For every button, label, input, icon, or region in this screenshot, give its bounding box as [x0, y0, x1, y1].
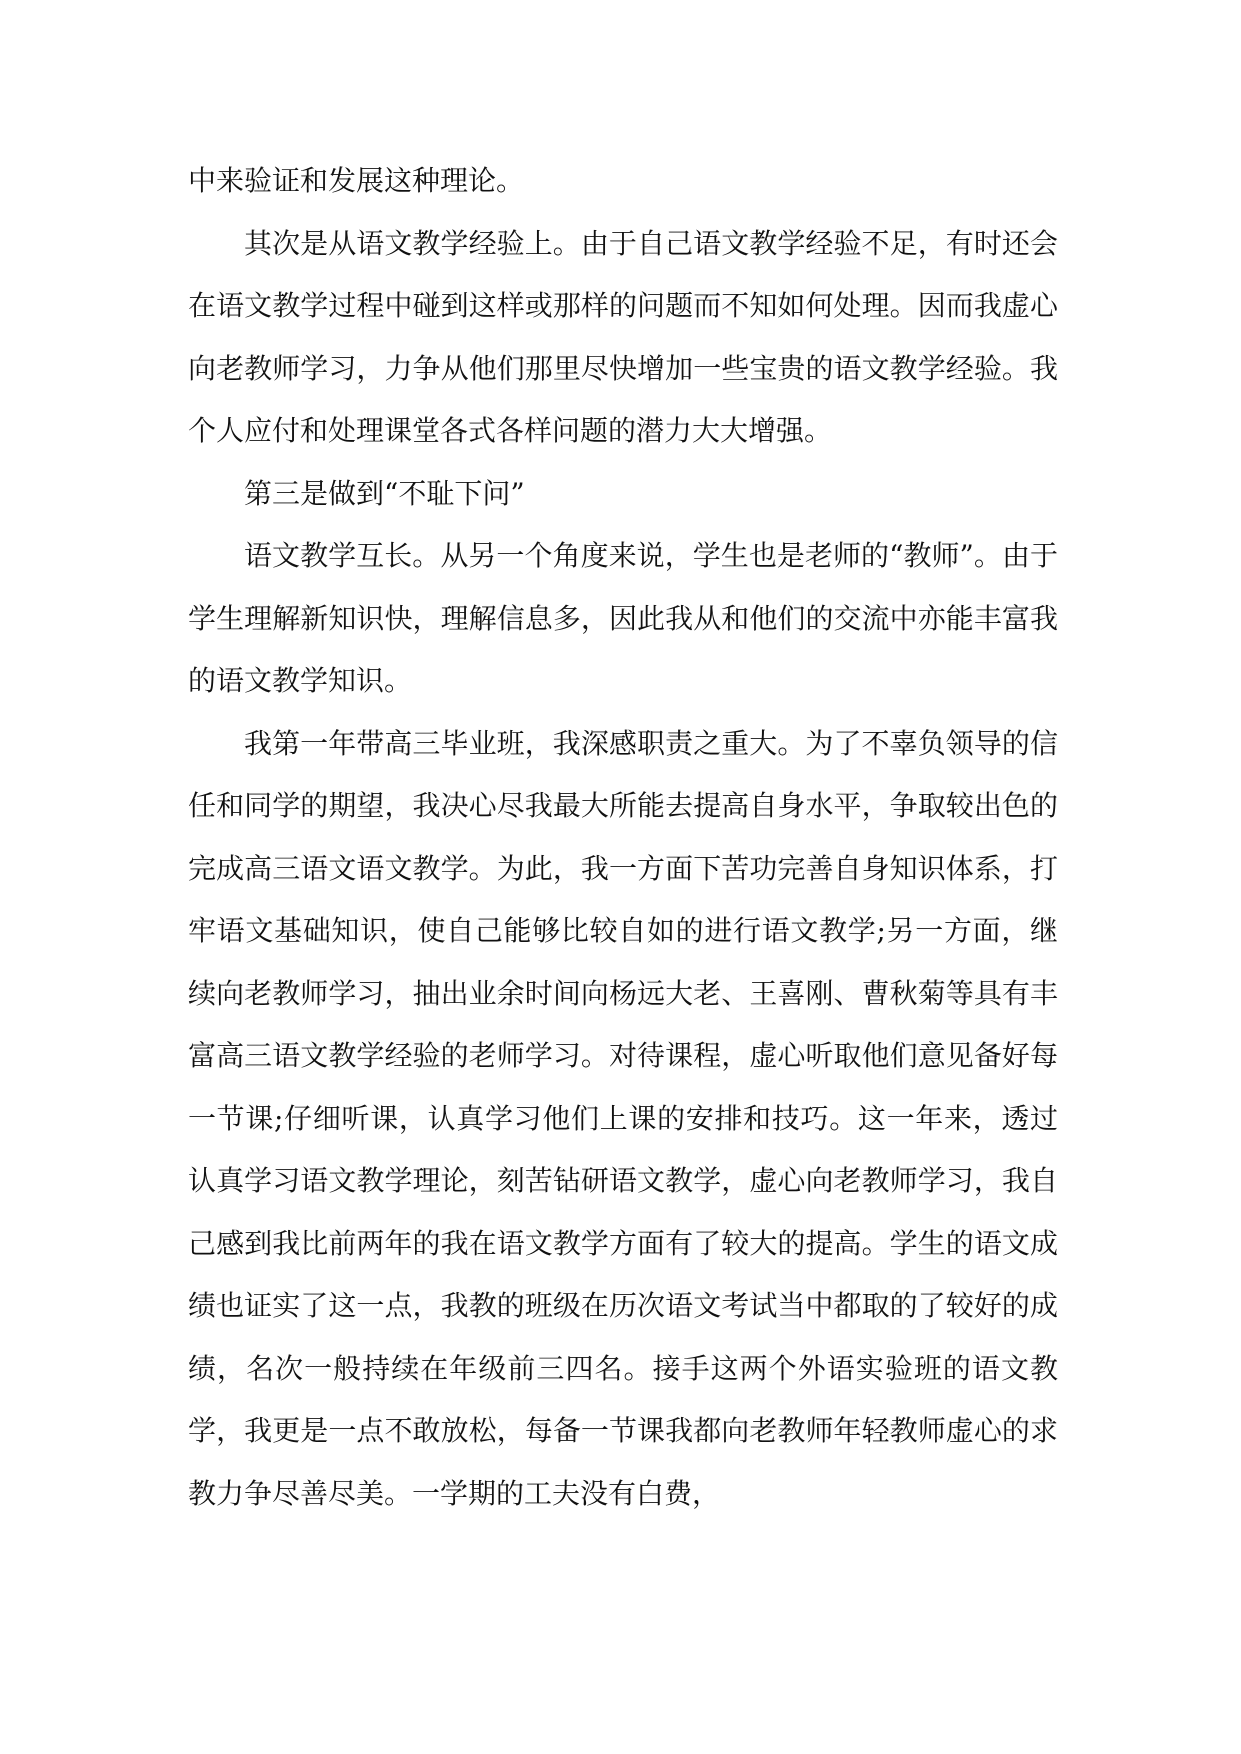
paragraph-5: 我第一年带高三毕业班，我深感职责之重大。为了不辜负领导的信任和同学的期望，我决心尽我最大所能去提高自身水平，争取较出色的完成高三语文语文教学。为此，我一方面下苦功完善自身知识体系，打牢语文基础知识，使自己能够比较自如的进行语文教学;另一方面，继续向老教师学习，抽出业余时间向杨远大老、王喜刚、曹秋菊等具有丰富高三语文教学经验的老师学习。对待课程，虚心听取他们意见备好每一节课;仔细听课，认真学习他们上课的安排和技巧。这一年来，透过认真学习语文教学理论，刻苦钻研语文教学，虚心向老教师学习，我自己感到我比前两年的我在语文教学方面有了较大的提高。学生的语文成绩也证实了这一点，我教的班级在历次语文考试当中都取的了较好的成绩，名次一般持续在年级前三四名。接手这两个外语实验班的语文教学，我更是一点不敢放松，每备一节课我都向老教师年轻教师虚心的求教力争尽善尽美。一学期的工夫没有白费， — [188, 726, 1058, 1510]
paragraph-3: 第三是做到“不耻下问” — [244, 476, 525, 510]
paragraph-2: 其次是从语文教学经验上。由于自己语文教学经验不足，有时还会在语文教学过程中碰到这样或那样的问题而不知如何处理。因而我虚心向老教师学习，力争从他们那里尽快增加一些宝贵的语文教学经验。我个人应付和处理课堂各式各样问题的潜力大大增强。 — [188, 226, 1058, 447]
paragraph-4: 语文教学互长。从另一个角度来说，学生也是老师的“教师”。由于学生理解新知识快，理解信息多，因此我从和他们的交流中亦能丰富我的语文教学知识。 — [188, 539, 1058, 697]
document-body — [188, 150, 1058, 1525]
paragraph-1: 中来验证和发展这种理论。 — [188, 164, 525, 197]
